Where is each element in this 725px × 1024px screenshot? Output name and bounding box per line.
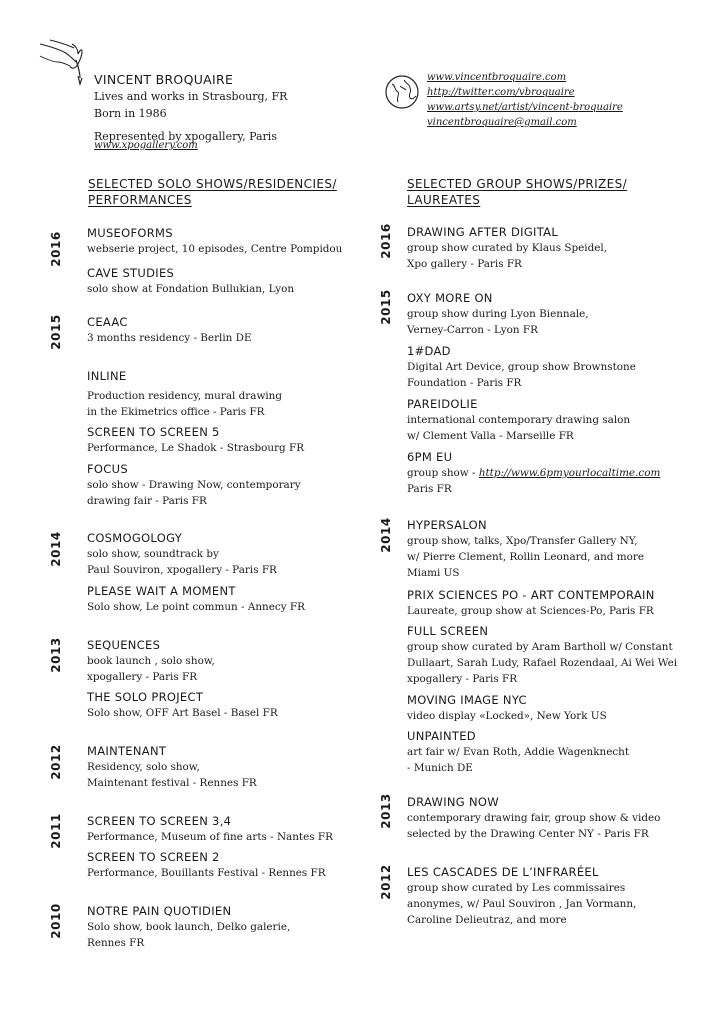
entry-desc: Dullaart, Sarah Ludy, Rafael Rozendaal, Ai Wei Wei: [407, 657, 678, 669]
entry-desc: solo show at Fondation Bullukian, Lyon: [87, 283, 295, 295]
solo-entry: [87, 368, 282, 420]
entry-title: SEQUENCES: [87, 638, 161, 652]
solo-entry: [87, 849, 326, 881]
entry-title: PAREIDOLIE: [407, 397, 478, 411]
info-line: Born in 1986: [94, 107, 167, 120]
entry-desc: Residency, solo show,: [87, 761, 200, 773]
year-label: 2016: [49, 231, 63, 267]
group-entry: [407, 728, 629, 776]
entry-desc: xpogallery - Paris FR: [407, 673, 518, 685]
artist-info: [94, 88, 287, 145]
entry-title: THE SOLO PROJECT: [87, 690, 204, 704]
year-label: 2012: [379, 864, 393, 900]
group-entry: [407, 290, 589, 338]
entry-title: FULL SCREEN: [407, 624, 489, 638]
year-label: 2014: [379, 517, 393, 553]
heading-line: LAUREATES: [407, 193, 481, 207]
email-link[interactable]: vincentbroquaire@gmail.com: [427, 117, 577, 128]
entry-title: CEAAC: [87, 315, 128, 329]
entry-title: DRAWING AFTER DIGITAL: [407, 225, 559, 239]
entry-desc: xpogallery - Paris FR: [87, 671, 198, 683]
entry-desc: group show during Lyon Biennale,: [407, 308, 589, 320]
solo-entry: [87, 530, 277, 578]
entry-desc: Foundation - Paris FR: [407, 377, 522, 389]
entry-title: SCREEN TO SCREEN 2: [87, 850, 220, 864]
group-entry: [407, 864, 636, 928]
entry-desc: Production residency, mural drawing: [87, 390, 283, 402]
solo-entry: [87, 461, 301, 509]
entry-desc: Performance, Museum of fine arts - Nantes FR: [87, 831, 333, 843]
entry-title: CAVE STUDIES: [87, 266, 175, 280]
entry-desc: Solo show, OFF Art Basel - Basel FR: [87, 707, 278, 719]
entry-title: DRAWING NOW: [407, 795, 499, 809]
solo-entry: [87, 903, 290, 951]
group-entry: [407, 396, 630, 444]
solo-section-heading: [88, 176, 337, 208]
globe-icon: [384, 74, 420, 110]
entry-desc: webserie project, 10 episodes, Centre Pompidou: [87, 243, 343, 255]
year-label: 2015: [49, 314, 63, 350]
group-entry: [407, 587, 655, 619]
entry-desc: anonymes, w/ Paul Souviron , Jan Vormann,: [407, 898, 637, 910]
year-label: 2011: [49, 813, 63, 849]
entry-desc-prefix: group show -: [407, 467, 479, 479]
gallery-link[interactable]: www.xpogallery.com: [94, 140, 198, 151]
group-section-heading: [407, 176, 627, 208]
solo-entry: [87, 637, 215, 685]
entry-desc: solo show - Drawing Now, contemporary: [87, 479, 301, 491]
entry-desc: Solo show, Le point commun - Annecy FR: [87, 601, 305, 613]
contact-links: [427, 70, 623, 130]
year-label: 2013: [49, 637, 63, 673]
heading-line: PERFORMANCES: [88, 193, 192, 207]
group-entry: [407, 343, 636, 391]
solo-entry: [87, 689, 278, 721]
solo-entry: [87, 424, 304, 456]
entry-desc: w/ Clement Valla - Marseille FR: [407, 430, 574, 442]
entry-desc: Performance, Le Shadok - Strasbourg FR: [87, 442, 305, 454]
entry-desc: Miami US: [407, 567, 460, 579]
entry-desc: video display «Locked», New York US: [407, 710, 607, 722]
entry-title: OXY MORE ON: [407, 291, 493, 305]
entry-desc: group show curated by Les commissaires: [407, 882, 626, 894]
solo-entry: [87, 314, 252, 346]
entry-desc: book launch , solo show,: [87, 655, 215, 667]
entry-desc: Digital Art Device, group show Brownstone: [407, 361, 636, 373]
entry-title: SCREEN TO SCREEN 5: [87, 425, 220, 439]
entry-desc: Rennes FR: [87, 937, 145, 949]
entry-desc: selected by the Drawing Center NY - Paris FR: [407, 828, 649, 840]
twitter-link[interactable]: http://twitter.com/vbroquaire: [427, 87, 575, 98]
solo-entry: [87, 743, 257, 791]
year-label: 2010: [49, 903, 63, 939]
entry-title: SCREEN TO SCREEN 3,4: [87, 814, 232, 828]
entry-desc: solo show, soundtrack by: [87, 548, 219, 560]
entry-title: PRIX SCIENCES PO - ART CONTEMPORAIN: [407, 588, 655, 602]
entry-desc: group show, talks, Xpo/Transfer Gallery NY,: [407, 535, 638, 547]
entry-desc: international contemporary drawing salon: [407, 414, 631, 426]
hand-drawing-logo: [36, 36, 92, 88]
entry-desc: drawing fair - Paris FR: [87, 495, 207, 507]
entry-title: 6PM EU: [407, 450, 453, 464]
year-label: 2014: [49, 531, 63, 567]
entry-desc: art fair w/ Evan Roth, Addie Wagenknecht: [407, 746, 630, 758]
solo-entry: [87, 583, 305, 615]
entry-desc: w/ Pierre Clement, Rollin Leonard, and more: [407, 551, 644, 563]
entry-title: UNPAINTED: [407, 729, 476, 743]
group-entry: [407, 224, 607, 272]
entry-desc: Caroline Delieutraz, and more: [407, 914, 567, 926]
entry-title: MOVING IMAGE NYC: [407, 693, 527, 707]
entry-desc: group show curated by Klaus Speidel,: [407, 242, 608, 254]
entry-title: LES CASCADES DE L’INFRARÉEL: [407, 865, 599, 879]
solo-entry: [87, 225, 342, 257]
group-entry: [407, 623, 677, 687]
entry-desc: in the Ekimetrics office - Paris FR: [87, 406, 265, 418]
entry-desc: - Munich DE: [407, 762, 473, 774]
group-entry: [407, 794, 660, 842]
year-label: 2015: [379, 289, 393, 325]
artsy-link[interactable]: www.artsy.net/artist/vincent-broquaire: [427, 102, 623, 113]
solo-entry: [87, 813, 333, 845]
entry-desc: Paul Souviron, xpogallery - Paris FR: [87, 564, 277, 576]
entry-desc: Laureate, group show at Sciences-Po, Paris FR: [407, 605, 654, 617]
entry-desc: Maintenant festival - Rennes FR: [87, 777, 257, 789]
group-entry: [407, 692, 607, 724]
entry-title: NOTRE PAIN QUOTIDIEN: [87, 904, 232, 918]
6pm-link[interactable]: http://www.6pmyourlocaltime.com: [478, 467, 661, 479]
entry-title: FOCUS: [87, 462, 128, 476]
entry-title: MUSEOFORMS: [87, 226, 173, 240]
entry-title: PLEASE WAIT A MOMENT: [87, 584, 236, 598]
artist-name: VINCENT BROQUAIRE: [94, 72, 234, 87]
year-label: 2013: [379, 793, 393, 829]
entry-desc: 3 months residency - Berlin DE: [87, 332, 252, 344]
heading-line: SELECTED GROUP SHOWS/PRIZES/: [407, 177, 628, 191]
entry-title: HYPERSALON: [407, 518, 487, 532]
group-entry: [407, 517, 644, 581]
entry-desc: Performance, Bouillants Festival - Rennes FR: [87, 867, 326, 879]
entry-desc: contemporary drawing fair, group show & video: [407, 812, 661, 824]
entry-desc: Verney-Carron - Lyon FR: [407, 324, 538, 336]
group-entry: [407, 449, 660, 497]
entry-title: 1#DAD: [407, 344, 451, 358]
heading-line: SELECTED SOLO SHOWS/RESIDENCIES/: [88, 177, 337, 191]
entry-desc: Solo show, book launch, Delko galerie,: [87, 921, 291, 933]
website-link[interactable]: www.vincentbroquaire.com: [427, 72, 567, 83]
year-label: 2012: [49, 744, 63, 780]
entry-desc: Xpo gallery - Paris FR: [407, 258, 522, 270]
entry-title: COSMOGOLOGY: [87, 531, 183, 545]
entry-title: INLINE: [87, 369, 127, 383]
entry-desc: Paris FR: [407, 483, 452, 495]
info-line: Lives and works in Strasbourg, FR: [94, 90, 288, 103]
represented-line: Represented by xpogallery, Paris: [94, 130, 277, 143]
solo-entry: [87, 265, 294, 297]
year-label: 2016: [379, 223, 393, 259]
entry-desc: group show curated by Aram Bartholl w/ Constant: [407, 641, 673, 653]
entry-title: MAINTENANT: [87, 744, 167, 758]
